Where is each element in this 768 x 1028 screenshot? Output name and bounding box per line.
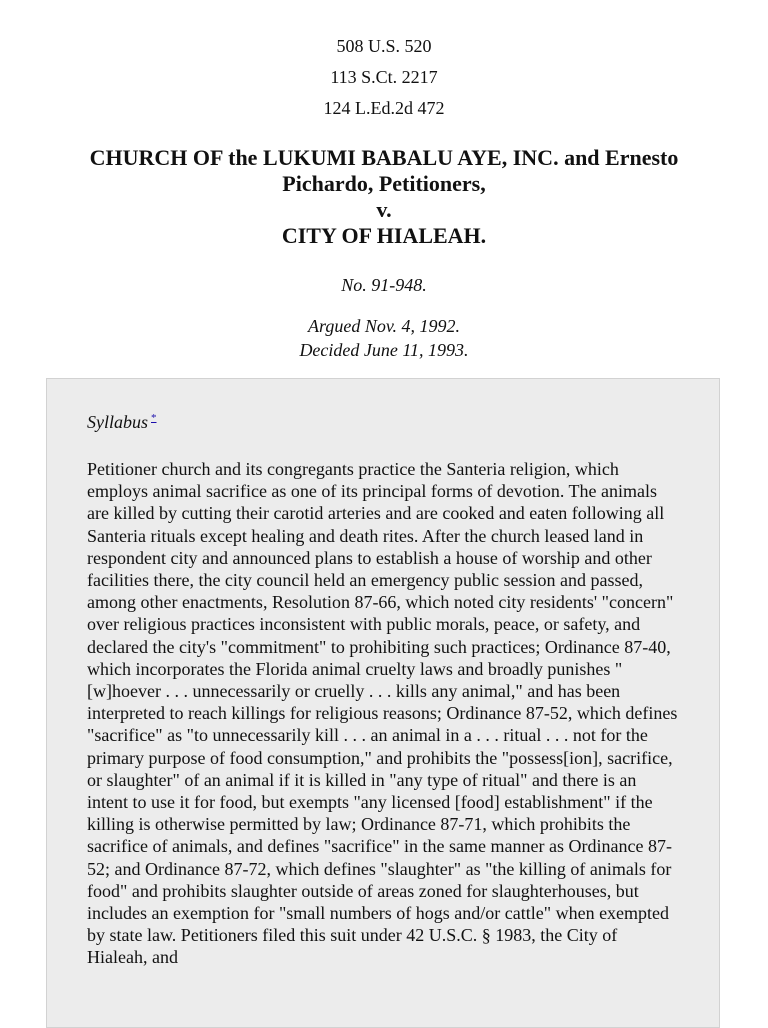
citation-us-reports: 508 U.S. 520 xyxy=(336,36,432,56)
citation-block xyxy=(0,34,768,127)
decided-date: Decided June 11, 1993. xyxy=(299,340,469,360)
case-title-versus: v. xyxy=(376,197,392,222)
case-dates xyxy=(0,314,768,362)
case-title-petitioner-line-2: Pichardo, Petitioners, xyxy=(282,171,486,196)
citation-lawyers-edition: 124 L.Ed.2d 472 xyxy=(323,98,445,118)
citation-supreme-court-reporter: 113 S.Ct. 2217 xyxy=(330,67,438,87)
syllabus-footnote-link[interactable]: * xyxy=(151,412,157,424)
syllabus-panel xyxy=(46,378,720,1028)
argued-date: Argued Nov. 4, 1992. xyxy=(308,316,460,336)
case-title-petitioner-line-1: CHURCH OF the LUKUMI BABALU AYE, INC. and Ernesto xyxy=(89,145,679,170)
case-title-respondent: CITY OF HIALEAH. xyxy=(281,223,487,248)
syllabus-heading-label: Syllabus xyxy=(87,412,148,432)
case-title xyxy=(0,145,768,249)
docket-number: No. 91-948. xyxy=(341,275,427,295)
syllabus-heading xyxy=(87,404,679,436)
syllabus-body: Petitioner church and its congregants practice the Santeria religion, which employs animal sacrifice as one of its principal forms of devotion. The animals are killed by cutting their carotid arteries and are cooked and eaten following all Santeria rituals except healing and death rites. After the church leased land in respondent city and announced plans to establish a house of worship and other facilities there, the city council held an emergency public session and passed, among other enactments, Resolution 87-66, which noted city residents' "concern" over religious practices inconsistent with public morals, peace, or safety, and declared the city's "commitment" to prohibiting such practices; Ordinance 87-40, which incorporates the Florida animal cruelty laws and broadly punishes "[w]hoever . . . unnecessarily or cruelly . . . kills any animal," and has been interpreted to reach killings for religious reasons; Ordinance 87-52, which defines "sacrifice" as "to unnecessarily kill . . . an animal in a . . . ritual . . . not for the primary purpose of food consumption," and prohibits the "possess[ion], sacrifice, or slaughter" of an animal if it is killed in "any type of ritual" and there is an intent to use it for food, but exempts "any licensed [food] establishment" if the killing is otherwise permitted by law; Ordinance 87-71, which prohibits the sacrifice of animals, and defines "sacrifice" in the same manner as Ordinance 87-52; and Ordinance 87-72, which defines "slaughter" as "the killing of animals for food" and prohibits slaughter outside of areas zoned for slaughterhouses, but includes an exemption for "small numbers of hogs and/or cattle" when exempted by state law. Petitioners filed this suit under 42 U.S.C. § 1983, the City of Hialeah, and xyxy=(87,459,678,968)
